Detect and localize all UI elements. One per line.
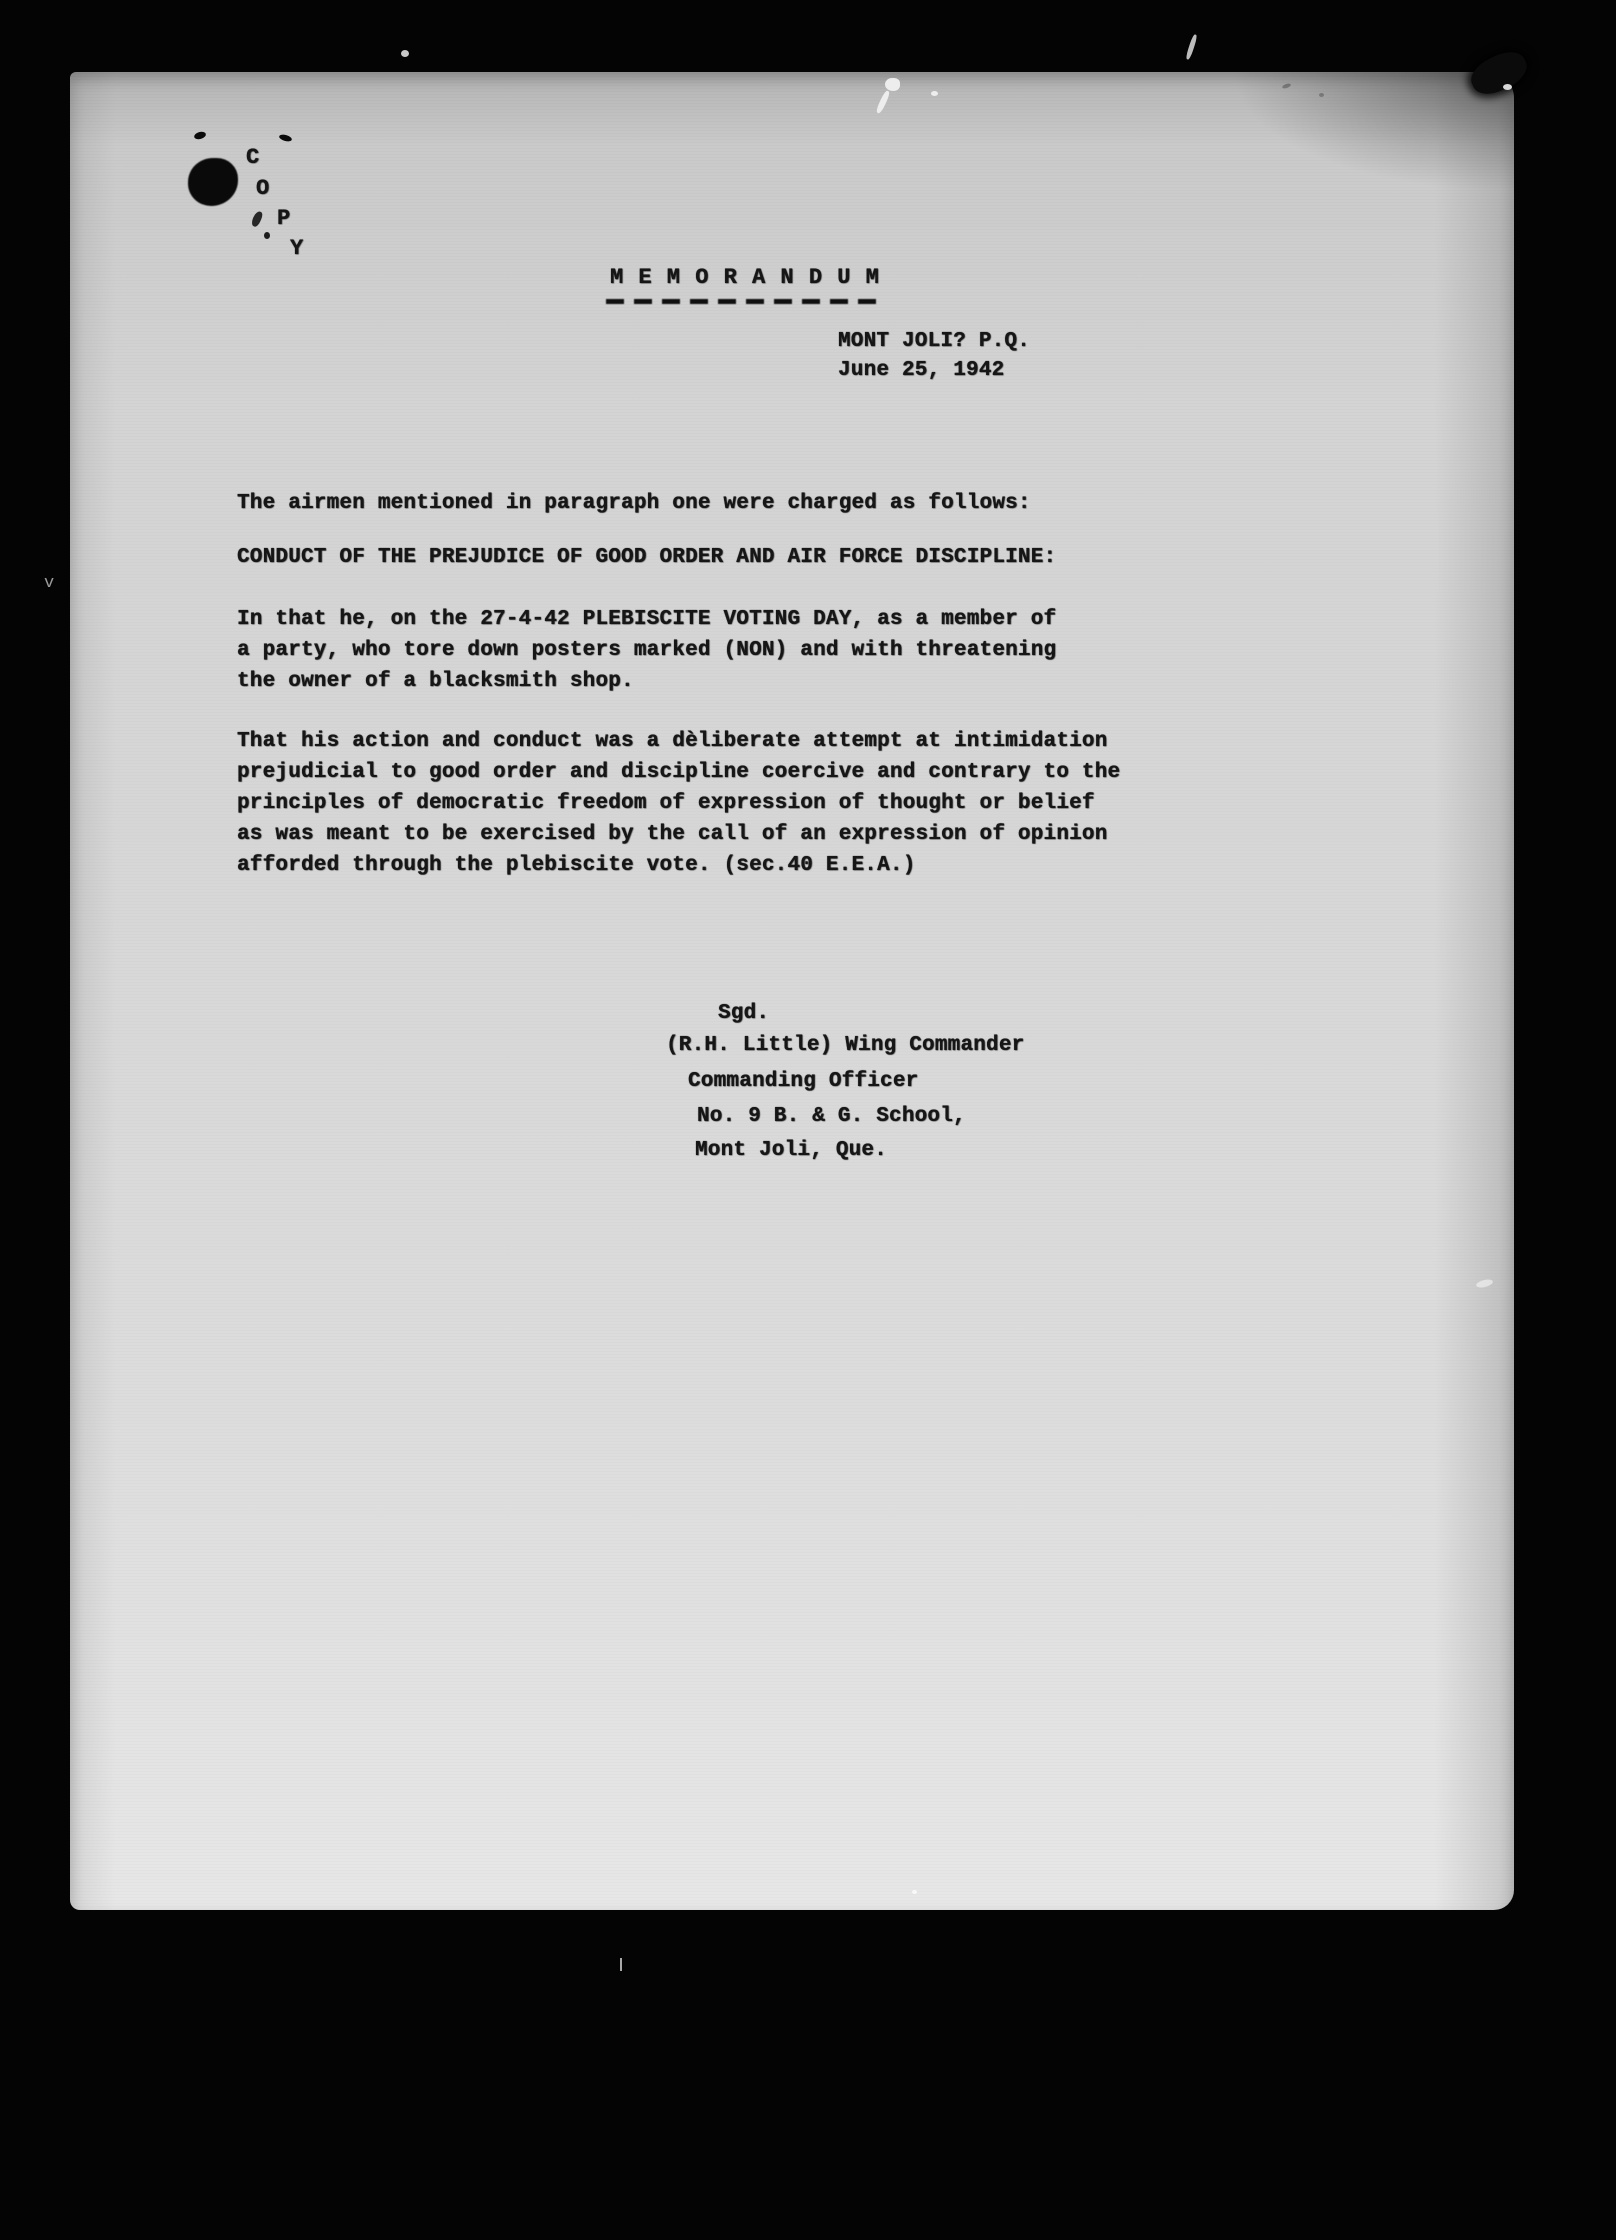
- intro-paragraph: The airmen mentioned in paragraph one were charged as follows:: [237, 492, 1031, 515]
- ink-speck: [250, 210, 263, 228]
- signer-location-line: Mont Joli, Que.: [695, 1139, 888, 1162]
- copy-stamp-letter-c: C: [246, 145, 260, 170]
- scratch-mark: [875, 90, 891, 114]
- memo-title: M E M O R A N D U M: [610, 265, 880, 290]
- sgd-line: Sgd.: [718, 1002, 770, 1025]
- finding-line: as was meant to be exercised by the call of an expression of opinion: [237, 823, 1108, 846]
- memo-paper: [70, 72, 1514, 1910]
- title-underline: [606, 299, 884, 304]
- place-line: MONT JOLI? P.Q.: [838, 330, 1031, 353]
- copy-stamp-letter-o: O: [256, 176, 270, 201]
- signer-name-line: (R.H. Little) Wing Commander: [666, 1034, 1025, 1057]
- charge-line: a party, who tore down posters marked (NON) and with threatening: [237, 639, 1057, 662]
- scan-speck: [1319, 93, 1324, 97]
- dust-speck: [401, 50, 409, 57]
- scan-speck: [912, 1890, 917, 1894]
- scratch-slash: [1185, 34, 1198, 60]
- signer-title-line: Commanding Officer: [688, 1070, 919, 1093]
- ink-speck: [278, 133, 292, 142]
- ink-blot: [188, 158, 238, 206]
- hairline-artifact: [620, 1958, 622, 1971]
- ink-speck: [264, 232, 270, 239]
- finding-line: afforded through the plebiscite vote. (sec.40 E.E.A.): [237, 854, 916, 877]
- signer-unit-line: No. 9 B. & G. School,: [697, 1105, 966, 1128]
- charge-line: the owner of a blacksmith shop.: [237, 670, 634, 693]
- finding-line: That his action and conduct was a dèliberate attempt at intimidation: [237, 730, 1108, 753]
- copy-stamp-letter-y: Y: [290, 236, 304, 261]
- charge-heading: CONDUCT OF THE PREJUDICE OF GOOD ORDER AND AIR FORCE DISCIPLINE:: [237, 546, 1057, 569]
- date-line: June 25, 1942: [838, 359, 1005, 382]
- v-artifact: v: [44, 574, 55, 593]
- charge-line: In that he, on the 27-4-42 PLEBISCITE VOTING DAY, as a member of: [237, 608, 1057, 631]
- scratch-mark: [931, 91, 938, 96]
- finding-line: principles of democratic freedom of expression of thought or belief: [237, 792, 1095, 815]
- dust-speck: [1503, 84, 1512, 90]
- scratch-mark: [885, 78, 900, 91]
- finding-line: prejudicial to good order and discipline coercive and contrary to the: [237, 761, 1121, 784]
- copy-stamp-letter-p: P: [277, 206, 291, 231]
- scan-speck: [1282, 83, 1292, 90]
- ink-speck: [193, 131, 206, 141]
- scan-speck: [1475, 1278, 1493, 1289]
